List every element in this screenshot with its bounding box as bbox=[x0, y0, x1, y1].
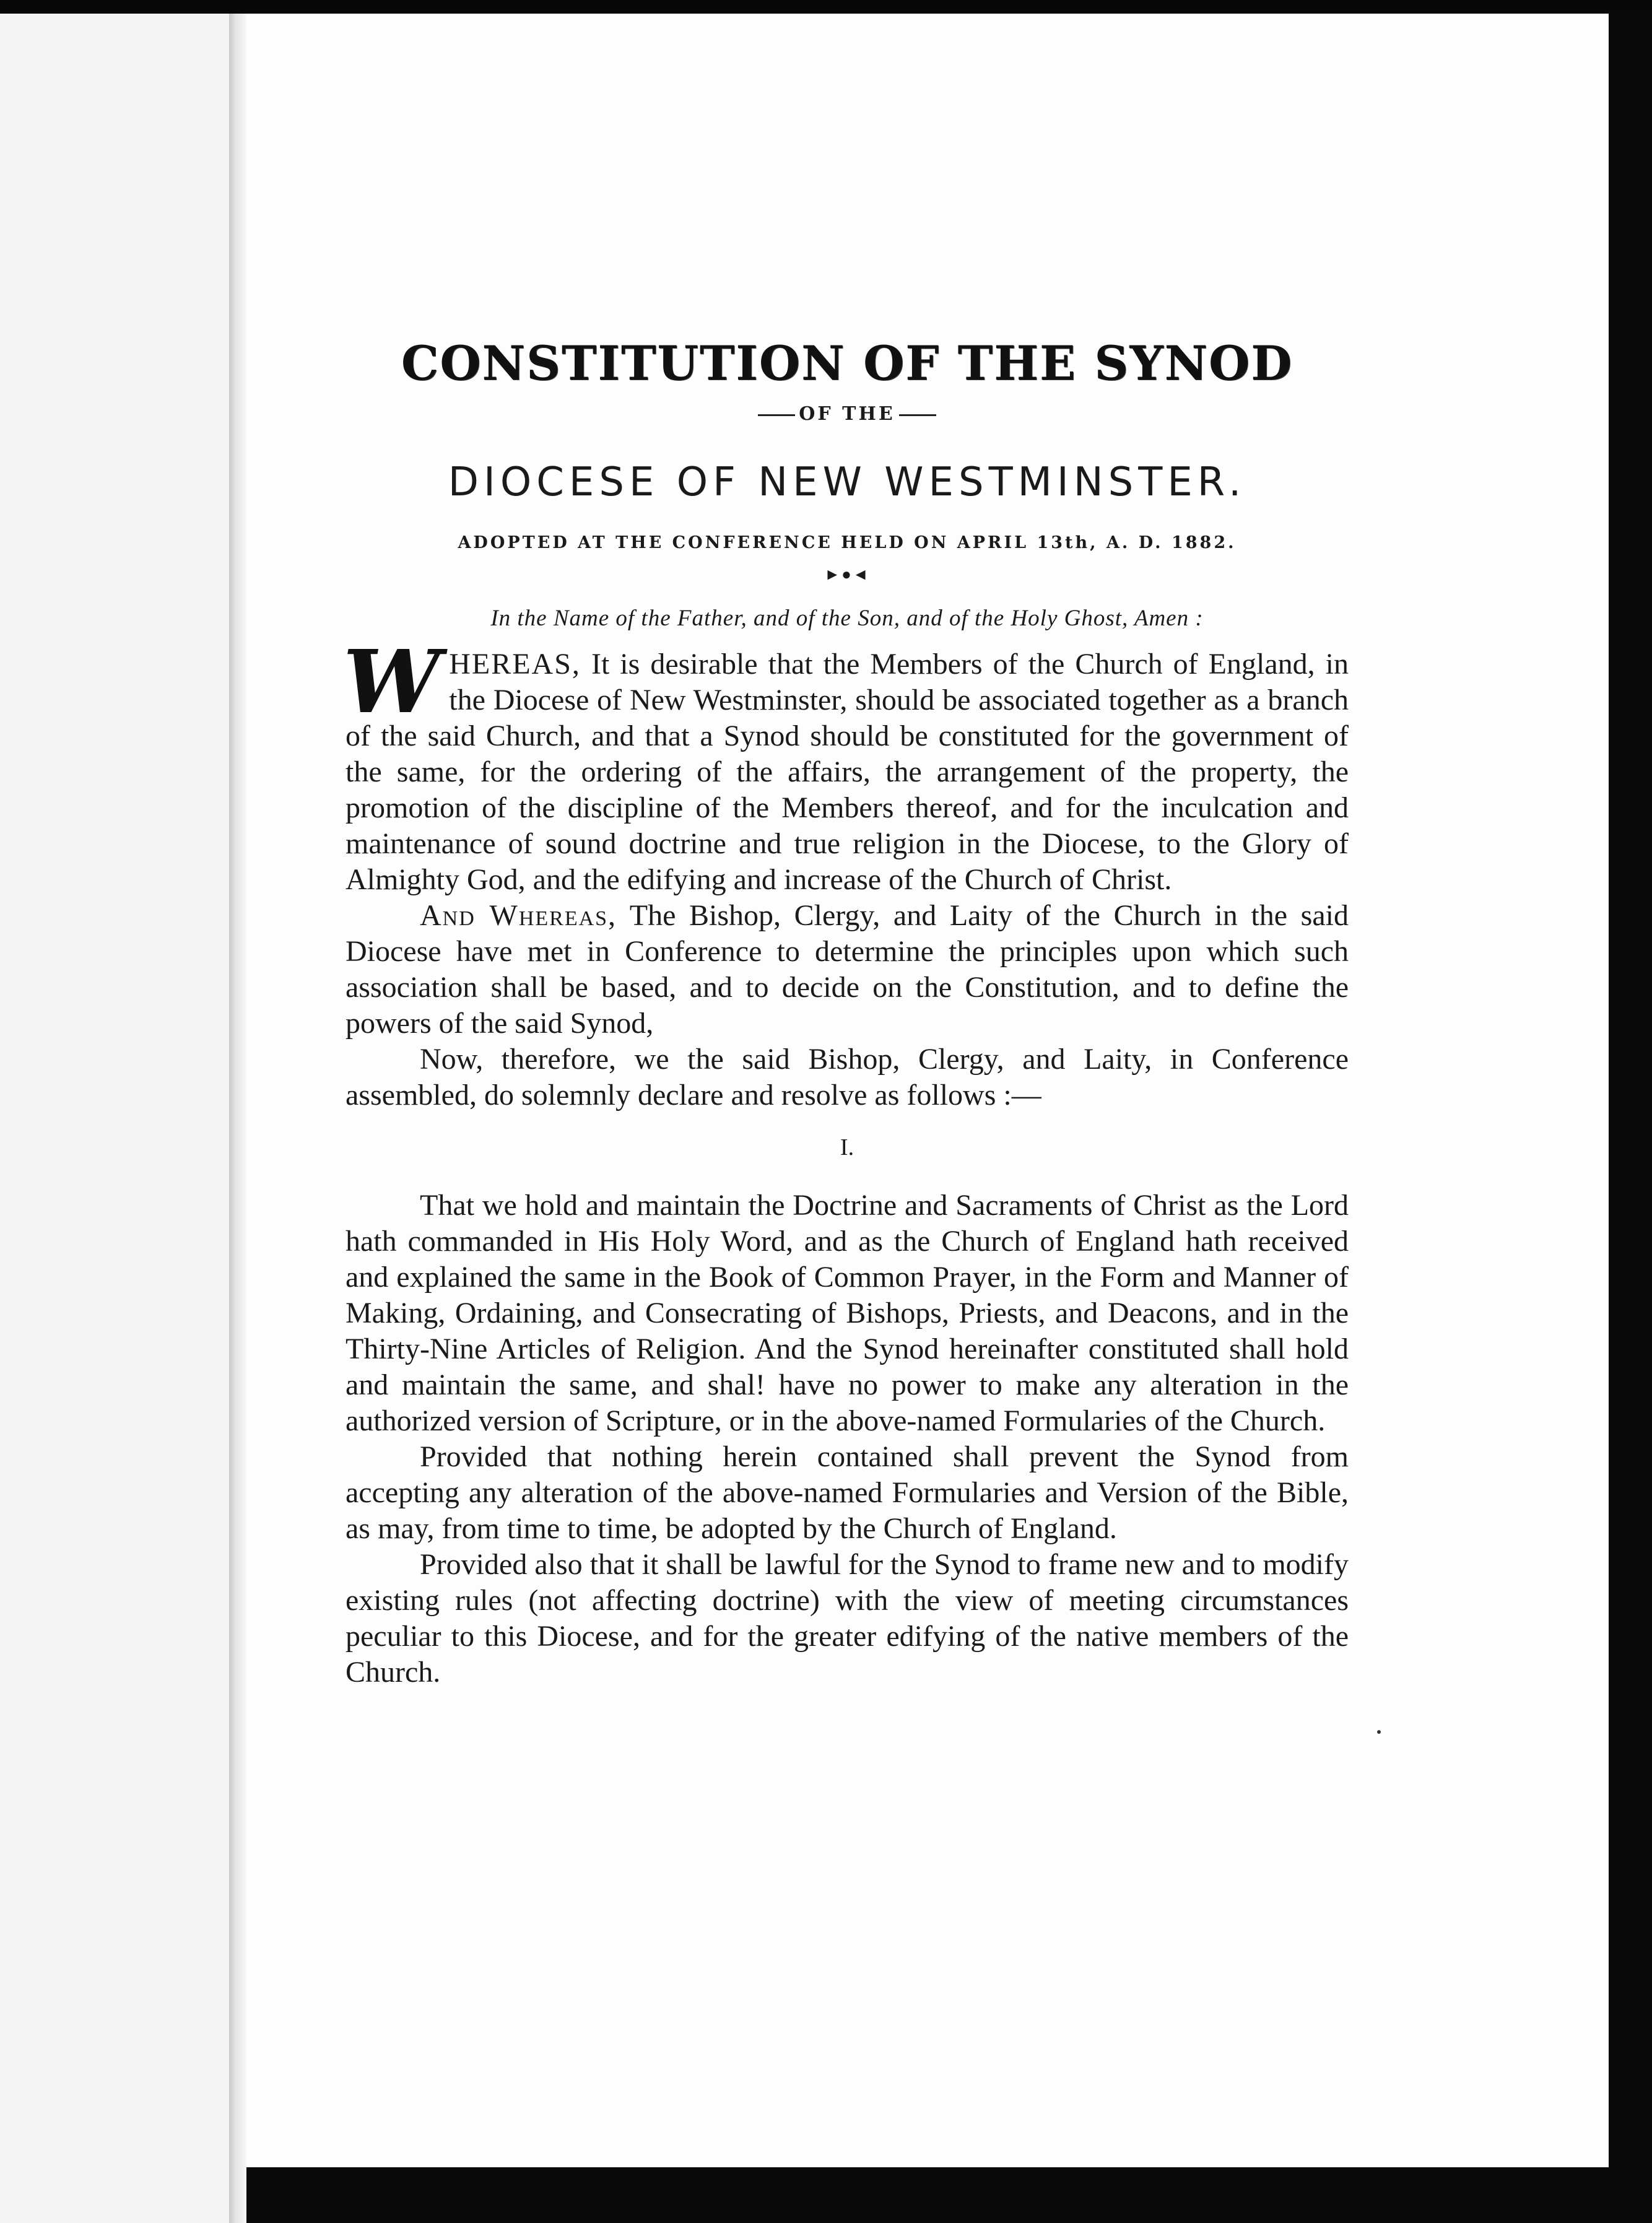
facing-page-blank bbox=[0, 14, 229, 2223]
drop-cap: W bbox=[343, 632, 441, 733]
section-1-paragraph-2: Provided that nothing herein contained shall prevent the Synod from accepting any alteration of the above-named Formularies and Version of the Bible, as may, from time to time, be adopted by the Church of England. bbox=[346, 1440, 1349, 1545]
scan-top-border bbox=[0, 0, 1652, 14]
scan-speck bbox=[1377, 1730, 1381, 1734]
scan-right-border bbox=[1609, 14, 1652, 2223]
diocese-heading: DIOCESE OF NEW WESTMINSTER. bbox=[448, 459, 1246, 505]
page-content bbox=[343, 329, 1349, 1690]
left-rule bbox=[758, 414, 795, 416]
of-the-label: OF THE bbox=[799, 403, 895, 425]
right-rule bbox=[899, 414, 936, 416]
preamble-paragraph-2 bbox=[346, 898, 1349, 1042]
preamble-paragraph-1 bbox=[343, 632, 1349, 898]
scan-bottom-border bbox=[246, 2167, 1609, 2223]
book-gutter bbox=[229, 14, 246, 2223]
and-whereas-lead: And Whereas, bbox=[420, 899, 617, 932]
subtitle-of-the bbox=[346, 398, 1349, 431]
whereas-lead: HEREAS, bbox=[449, 648, 581, 681]
section-1-paragraph-3: Provided also that it shall be lawful for the Synod to frame new and to modify existing rules (not affecting doctrine) with the view of meeting circumstances peculiar to this Diocese, and for the greater edifying of the native members of the Church. bbox=[346, 1548, 1349, 1689]
document-title: CONSTITUTION OF THE SYNOD bbox=[401, 336, 1293, 391]
preamble-paragraph-2-text: The Bishop, Clergy, and Laity of the Church in the said Diocese have met in Conference to determine the principles upon which such association shall be based, and to decide on the Constitution, and to define the powers of the said Synod, bbox=[346, 899, 1349, 1040]
preamble-paragraph-3: Now, therefore, we the said Bishop, Clergy, and Laity, in Conference assembled, do solemnly declare and resolve as follows :— bbox=[346, 1043, 1349, 1112]
document-page bbox=[246, 14, 1609, 2167]
preamble-paragraph-1-text: It is desirable that the Members of the Church of England, in the Diocese of New Westminster, should be associated together as a branch of the said Church, and that a Synod should be constituted for the government of the same, for the ordering of the affairs, the arrangement of the property, the promotion of the discipline of the Members thereof, and for the inculcation and maintenance of sound doctrine and true religion in the Diocese, to the Glory of Almighty God, and the edifying and increase of the Church of Christ. bbox=[346, 648, 1349, 896]
section-1-paragraph-1: That we hold and maintain the Doctrine and Sacraments of Christ as the Lord hath commanded in His Holy Word, and as the Church of England hath received and explained the same in the Book of Common Prayer, in the Form and Manner of Making, Ordaining, and Consecrating of Bishops, Priests, and Deacons, and in the Thirty-Nine Articles of Religion. And the Synod hereinafter constituted shall hold and maintain the same, and shal! have no power to make any alteration in the authorized version of Scripture, or in the above-named Formularies of the Church. bbox=[346, 1189, 1349, 1437]
preamble bbox=[343, 632, 1349, 1690]
adoption-line: ADOPTED AT THE CONFERENCE HELD ON APRIL 13th, A. D. 1882. bbox=[458, 533, 1237, 552]
invocation: In the Name of the Father, and of the Son, and of the Holy Ghost, Amen : bbox=[490, 606, 1204, 631]
ornament-divider: ►●◄ bbox=[824, 565, 870, 583]
section-number: I. bbox=[840, 1134, 854, 1160]
